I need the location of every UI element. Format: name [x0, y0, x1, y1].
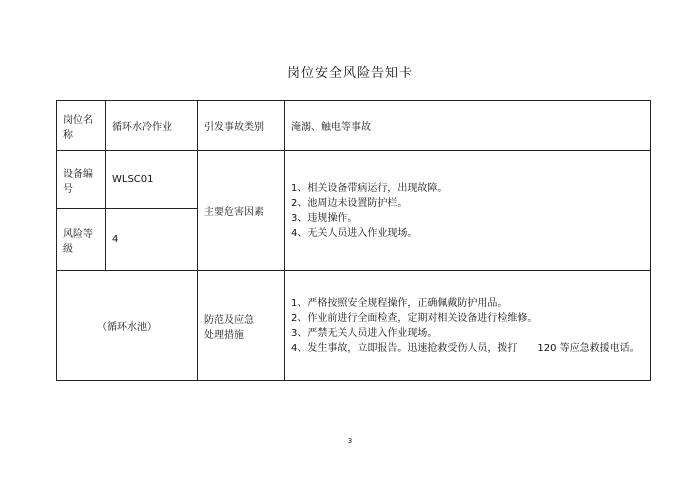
list-item: 3、违规操作。 [291, 212, 358, 224]
page-number: 3 [347, 437, 353, 445]
accident-type-value: 淹溺、触电等事故 [285, 101, 651, 151]
measures-label-line2: 处理措施 [204, 329, 244, 341]
list-item: 1、严格按照安全规程操作，正确佩戴防护用品。 [291, 297, 508, 309]
measures-label [198, 271, 285, 381]
accident-type-label: 引发事故类别 [198, 101, 285, 151]
page-title: 岗位安全风险告知卡 [286, 66, 413, 81]
list-item: 4、无关人员进入作业现场。 [291, 227, 418, 239]
table-row-measures [57, 271, 651, 381]
equipment-no-value: WLSC01 [106, 151, 198, 209]
table-row-header [57, 101, 651, 151]
location-cell: （循环水池） [57, 271, 198, 381]
list-item: 4、发生事故，立即报告。迅速抢救受伤人员，拨打 120 等应急救援电话。 [291, 342, 640, 354]
list-item: 2、池周边未设置防护栏。 [291, 197, 408, 209]
table-row-equipment [57, 151, 651, 209]
list-item: 3、严禁无关人员进入作业现场。 [291, 327, 438, 339]
post-name-value: 循环水冷作业 [106, 101, 198, 151]
risk-level-value: 4 [106, 209, 198, 271]
hazard-list [285, 151, 651, 271]
list-item: 2、作业前进行全面检查，定期对相关设备进行检维修。 [291, 312, 538, 324]
risk-notice-table [56, 100, 651, 381]
risk-level-label: 风险等级 [57, 209, 106, 271]
measures-list [285, 271, 651, 381]
hazard-label: 主要危害因素 [198, 151, 285, 271]
measures-label-line1: 防范及应急 [204, 314, 254, 326]
equipment-no-label: 设备编号 [57, 151, 106, 209]
list-item: 1、相关设备带病运行，出现故障。 [291, 182, 448, 194]
post-name-label: 岗位名称 [57, 101, 106, 151]
